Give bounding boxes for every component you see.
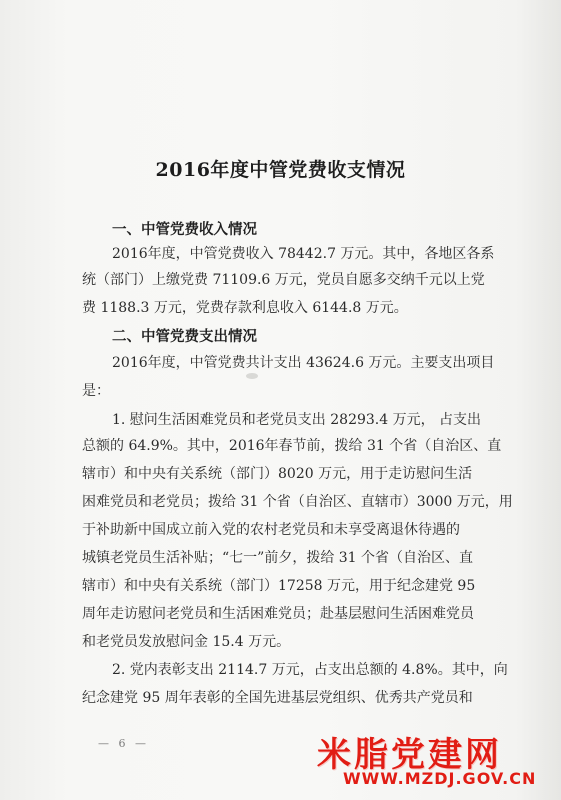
paragraph-line: 于补助新中国成立前入党的农村老党员和未享受离退休待遇的 xyxy=(82,522,460,538)
paragraph-line: 城镇老党员生活补贴；“七一”前夕，拨给 31 个省（自治区、直 xyxy=(82,550,474,566)
paragraph-line: 和老党员发放慰问金 15.4 万元。 xyxy=(82,634,291,650)
paragraph-line: 2. 党内表彰支出 2114.7 万元，占支出总额的 4.8%。其中，向 xyxy=(112,662,508,678)
paragraph-line: 总额的 64.9%。其中，2016年春节前，拨给 31 个省（自治区、直 xyxy=(82,438,502,454)
paragraph-line: 纪念建党 95 周年表彰的全国先进基层党组织、优秀共产党员和 xyxy=(82,690,473,706)
paragraph-line: 1. 慰问生活困难党员和老党员支出 28293.4 万元， 占支出 xyxy=(112,412,482,428)
paragraph-line: 2016年度，中管党费收入 78442.7 万元。其中，各地区各系 xyxy=(112,246,495,262)
paragraph-line: 费 1188.3 万元，党费存款利息收入 6144.8 万元。 xyxy=(82,300,408,316)
paragraph-line: 2016年度，中管党费共计支出 43624.6 万元。主要支出项目 xyxy=(112,355,495,371)
paragraph-line: 辖市）和中央有关系统（部门）8020 万元，用于走访慰问生活 xyxy=(82,466,473,482)
watermark-logo: 米脂党建网 xyxy=(317,735,502,775)
paragraph-line: 辖市）和中央有关系统（部门）17258 万元，用于纪念建党 95 xyxy=(82,578,476,594)
paragraph-line: 困难党员和老党员；拨给 31 个省（自治区、直辖市）3000 万元，用 xyxy=(82,494,513,510)
section-heading-expenditure: 二、中管党费支出情况 xyxy=(112,328,257,345)
paragraph-line: 统（部门）上缴党费 71109.6 万元，党员自愿多交纳千元以上党 xyxy=(82,272,485,288)
section-heading-income: 一、中管党费收入情况 xyxy=(112,221,257,238)
page-number: — 6 — xyxy=(98,737,149,750)
page-title: 2016年度中管党费收支情况 xyxy=(155,159,406,181)
paragraph-line: 是： xyxy=(82,383,110,399)
paragraph-line: 周年走访慰问老党员和生活困难党员；赴基层慰问生活困难党员 xyxy=(82,606,474,622)
scan-smudge xyxy=(246,373,258,379)
watermark-url: WWW.MZDJ.GOV.CN xyxy=(343,769,537,788)
